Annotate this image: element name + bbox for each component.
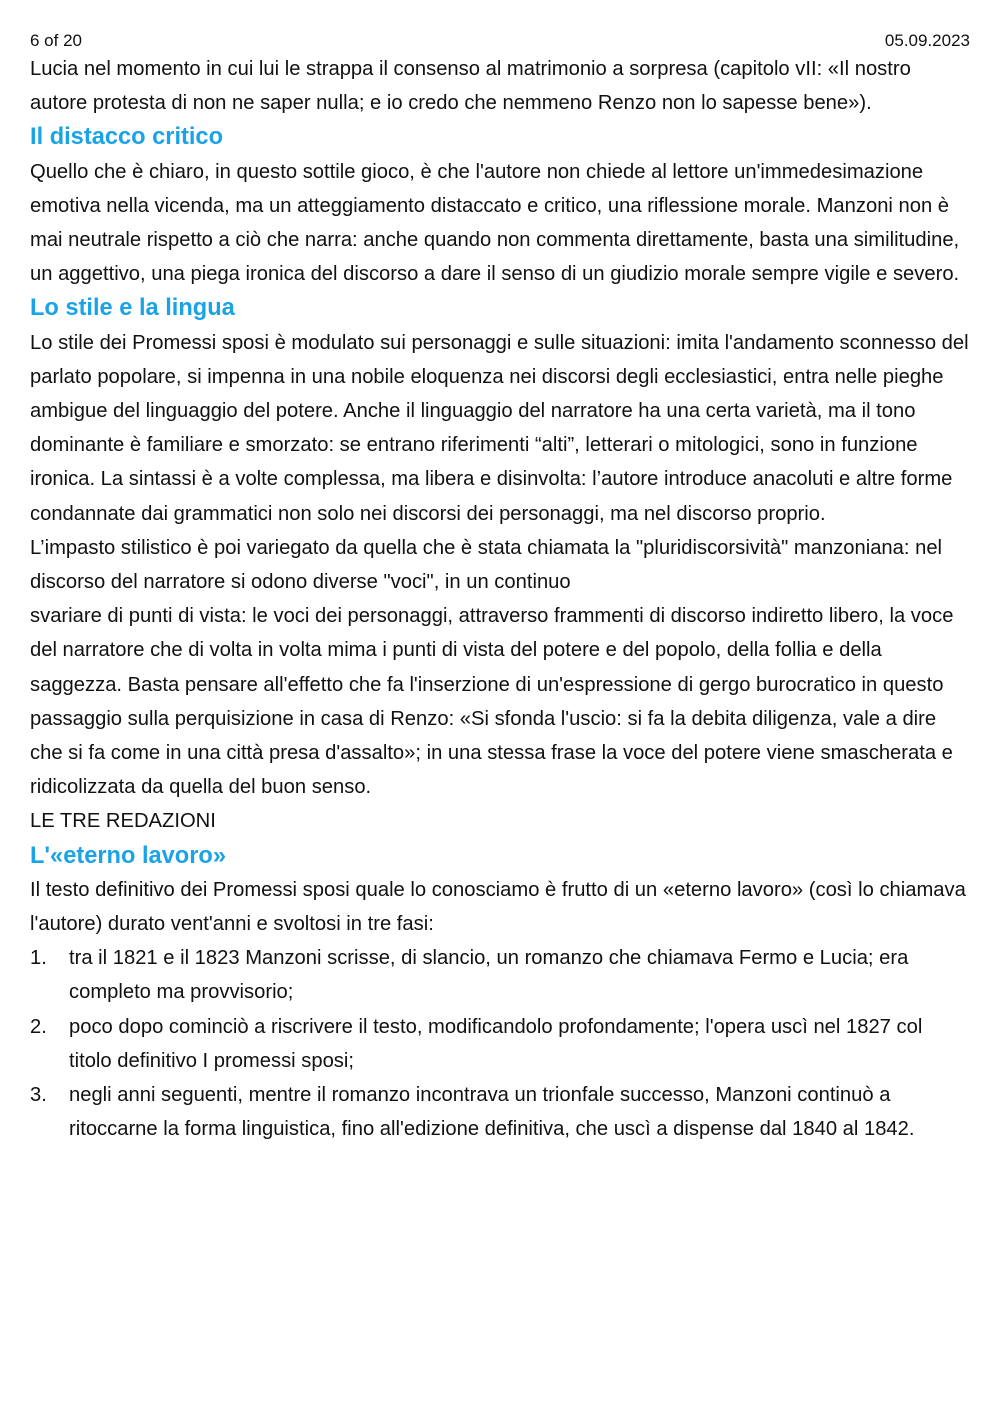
heading-tre-redazioni: LE TRE REDAZIONI [30,810,216,833]
heading-stile-lingua: Lo stile e la lingua [30,295,235,322]
paragraph-distacco-critico: Quello che è chiaro, in questo sottile gioco, è che l'autore non chiede al lettore un'immedesimazione emotiva nella vicenda, ma un atteggiamento distaccato e critico, una riflessione morale. Manzoni non è mai neutrale rispetto a ciò che narra: anche quando non commenta direttamente, basta una similitudine, un aggettivo, una piega ironica del discorso a dare il senso di un giudizio morale sempre vigile e severo. [30,160,960,286]
list-item-number: 3. [30,1084,47,1107]
list-item [30,1010,970,1078]
paragraph-stile-2b: svariare di punti di vista: le voci dei personaggi, attraverso frammenti di discorso indiretto libero, la voce del narratore che di volta in volta mima i punti di vista del potere e del popolo, della follia e della saggezza. Basta pensare all'effetto che fa l'inserzione di un'espressione di gergo burocratico in questo passaggio sulla perquisizione in casa di Renzo: «Si sfonda l'uscio: si fa la debita diligenza, vale a dire che si fa come in una città presa d'assalto»; in una stessa frase la voce del potere viene smascherata e ridicolizzata da quella del buon senso. [30,605,954,799]
document-body [30,52,970,1147]
page-indicator: 6 of 20 [30,31,82,50]
page-date: 05.09.2023 [884,31,970,50]
list-item-number: 1. [30,947,47,970]
paragraph-stile-2a: L’impasto stilistico è poi variegato da quella che è stata chiamata la "pluridiscorsività" manzoniana: nel discorso del narratore si odono diverse "voci", in un continuo [30,536,943,594]
heading-distacco-critico: Il distacco critico [30,124,224,151]
list-item-text: poco dopo cominciò a riscrivere il testo, modificandolo profondamente; l'opera uscì nel 1827 col titolo definitivo I promessi sposi; [69,1015,923,1072]
intro-paragraph: Lucia nel momento in cui lui le strappa il consenso al matrimonio a sorpresa (capitolo vII: «Il nostro autore protesta di non ne saper nulla; e io credo che nemmeno Renzo non lo sapesse bene»). [30,58,911,115]
list-item-text: tra il 1821 e il 1823 Manzoni scrisse, di slancio, un romanzo che chiamava Fermo e Lucia; era completo ma provvisorio; [69,947,909,1004]
list-item [30,1078,970,1146]
page-header [30,30,970,52]
heading-eterno-lavoro: L'«eterno lavoro» [30,842,226,869]
list-item-text: negli anni seguenti, mentre il romanzo incontrava un trionfale successo, Manzoni continuò a ritoccarne la forma linguistica, fino all'edizione definitiva, che uscì a dispense dal 1840 al 1842. [69,1084,915,1141]
phases-list [30,941,970,1146]
paragraph-eterno-lavoro: Il testo definitivo dei Promessi sposi quale lo conosciamo è frutto di un «eterno lavoro» (così lo chiamava l'autore) durato vent'anni e svoltosi in tre fasi: [30,878,966,936]
list-item-number: 2. [30,1015,47,1038]
paragraph-stile-1: Lo stile dei Promessi sposi è modulato sui personaggi e sulle situazioni: imita l'andamento sconnesso del parlato popolare, si impenna in una nobile eloquenza nei discorsi degli ecclesiastici, entra nelle pieghe ambigue del linguaggio del potere. Anche il linguaggio del narratore ha una certa varietà, ma il tono dominante è familiare e smorzato: se entrano riferimenti “alti”, letterari o mitologici, sono in funzione ironica. La sintassi è a volte complessa, ma libera e disinvolta: l’autore introduce anacoluti e altre forme condannate dai grammatici non solo nei discorsi dei personaggi, ma nel discorso proprio. [30,331,969,525]
list-item [30,941,970,1009]
